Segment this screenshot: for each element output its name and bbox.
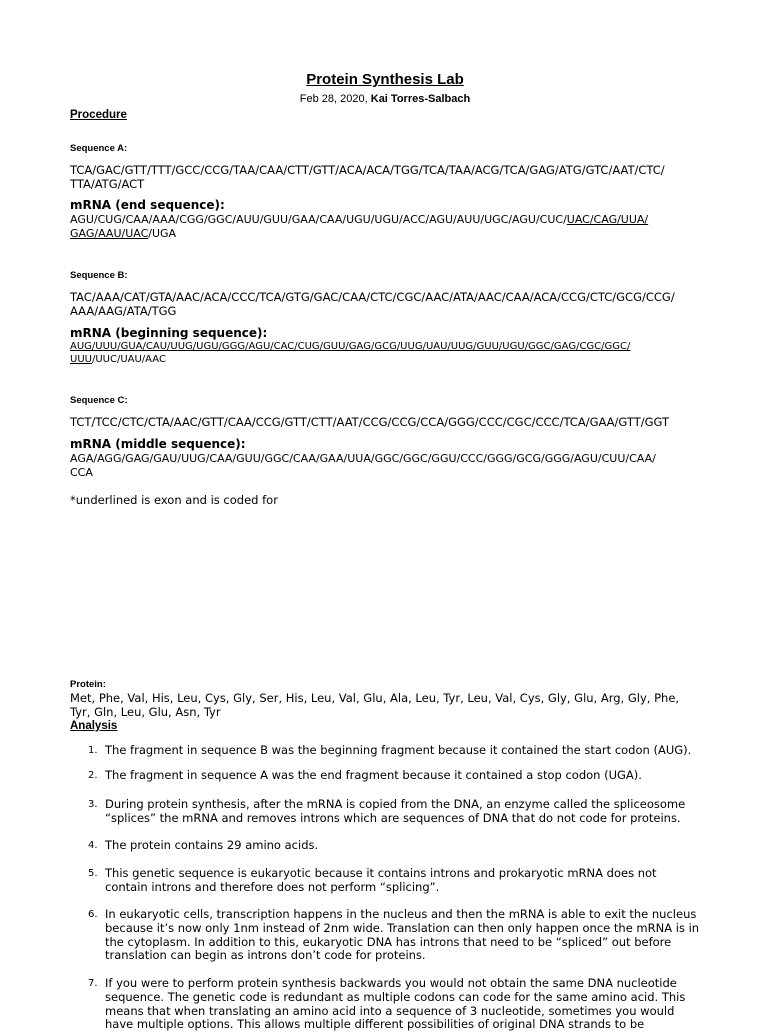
document-title: Protein Synthesis Lab xyxy=(306,71,464,88)
protein-label: Protein: xyxy=(70,679,106,690)
analysis-heading: Analysis xyxy=(70,720,118,732)
sequence-a-dna xyxy=(70,163,690,191)
sequence-b-mrna-intron: /UUC/UAU/AAC xyxy=(91,353,166,365)
sequence-b-mrna-label: mRNA (beginning sequence): xyxy=(70,326,268,340)
sequence-c-mrna-line2: CCA xyxy=(70,465,93,479)
sequence-b-dna-line2: AAA/AAG/ATA/TGG xyxy=(70,304,177,318)
document-author: Kai Torres-Salbach xyxy=(370,93,471,105)
analysis-item-number: 1. xyxy=(88,745,98,756)
sequence-b-dna xyxy=(70,290,690,318)
sequence-a-dna-line1: TCA/GAC/GTT/TTT/GCC/CCG/TAA/CAA/CTT/GTT/ACA/ACA/TGG/TCA/TAA/ACG/TCA/GAG/ATG/GTC/AAT/CTC/ xyxy=(70,163,665,177)
analysis-item-text: The fragment in sequence B was the beginning fragment because it contained the start codon (AUG). xyxy=(105,743,692,757)
sequence-c-mrna-line1: AGA/AGG/GAG/GAU/UUG/CAA/GUU/GGC/CAA/GAA/UUA/GGC/GGC/GGU/CCC/GGG/GCG/GGG/AGU/CUU/CAA/ xyxy=(70,452,656,465)
analysis-item-text: During protein synthesis, after the mRNA is copied from the DNA, an enzyme called the spliceosome “splices” the mRNA and removes introns which are sequences of DNA that do not code for proteins. xyxy=(105,797,686,825)
sequence-a-label: Sequence A: xyxy=(70,143,128,154)
analysis-item-text: In eukaryotic cells, transcription happens in the nucleus and then the mRNA is able to exit the nucleus because it’s now only 1nm instead of 2nm wide. Translation can then only happen once the mRNA is in the cytoplasm. In addition to this, eukaryotic DNA has introns that need to be “spliced” out before translation can begin as introns don’t code for proteins. xyxy=(105,907,700,963)
document-date: Feb 28, 2020, xyxy=(299,93,371,105)
sequence-b-dna-line1: TAC/AAA/CAT/GTA/AAC/ACA/CCC/TCA/GTG/GAC/CAA/CTC/CGC/AAC/ATA/AAC/CAA/ACA/CCG/CTC/GCG/CCG/ xyxy=(70,290,675,304)
sequence-c-dna-line1: TCT/TCC/CTC/CTA/AAC/GTT/CAA/CCG/GTT/CTT/AAT/CCG/CCG/CCA/GGG/CCC/CGC/CCC/TCA/GAA/GTT/GGT xyxy=(70,415,670,429)
sequence-a-mrna-exon: GAG/AAU/UAC xyxy=(70,226,149,240)
sequence-c-label: Sequence C: xyxy=(70,395,128,406)
sequence-a-mrna-label: mRNA (end sequence): xyxy=(70,198,225,212)
sequence-a-dna-line2: TTA/ATG/ACT xyxy=(70,177,145,191)
sequence-a-mrna-intron: AGU/CUG/CAA/AAA/CGG/GGC/AUU/GUU/GAA/CAA/UGU/UGU/ACC/AGU/AUU/UGC/AGU/CUC/ xyxy=(70,213,567,226)
protein-line2: Tyr, Gln, Leu, Glu, Asn, Tyr xyxy=(70,705,221,719)
procedure-heading: Procedure xyxy=(70,109,127,121)
sequence-c-dna xyxy=(70,415,690,429)
sequence-b-mrna-exon: AUG/UUU/GUA/CAU/UUG/UGU/GGG/AGU/CAC/CUG/GUU/GAG/GCG/UUG/UAU/UUG/GUU/UGU/GGC/GAG/CGC/GGC/ xyxy=(70,341,631,352)
analysis-item-text: This genetic sequence is eukaryotic because it contains introns and prokaryotic mRNA does not contain introns and therefore does not perform “splicing”. xyxy=(105,866,657,894)
analysis-item-number: 7. xyxy=(88,978,98,989)
sequence-b-label: Sequence B: xyxy=(70,270,128,281)
analysis-item-number: 2. xyxy=(88,770,98,781)
analysis-item-text: The protein contains 29 amino acids. xyxy=(105,838,319,852)
sequence-a-mrna-exon: UAC/CAG/UUA/ xyxy=(566,213,649,226)
protein-line1: Met, Phe, Val, His, Leu, Cys, Gly, Ser, His, Leu, Val, Glu, Ala, Leu, Tyr, Leu, Val, Cys, Gly, Glu, Arg, Gly, Phe, xyxy=(70,691,680,705)
protein-sequence xyxy=(70,691,700,719)
sequence-a-mrna xyxy=(70,213,690,240)
analysis-item-number: 4. xyxy=(88,840,98,851)
document-date-line xyxy=(70,93,700,105)
sequence-a-mrna-stop: /UGA xyxy=(148,226,177,240)
sequence-b-mrna xyxy=(70,341,690,366)
exon-note: *underlined is exon and is coded for xyxy=(70,493,278,507)
analysis-item-text: If you were to perform protein synthesis backwards you would not obtain the same DNA nucleotide sequence. The genetic code is redundant as multiple codons can code for the same amino acid. This means that when translating an amino acid into a sequence of 3 nucleotide, sometimes you would have multiple options. This allows multiple different possibilities of original DNA strands to be xyxy=(105,976,686,1032)
sequence-c-mrna-label: mRNA (middle sequence): xyxy=(70,437,246,451)
analysis-item-number: 3. xyxy=(88,799,98,810)
analysis-item-number: 5. xyxy=(88,868,98,879)
analysis-item-number: 6. xyxy=(88,909,98,920)
sequence-b-mrna-exon: UUU xyxy=(70,353,92,365)
analysis-item-text: The fragment in sequence A was the end fragment because it contained a stop codon (UGA). xyxy=(105,768,642,782)
sequence-c-mrna xyxy=(70,452,690,479)
